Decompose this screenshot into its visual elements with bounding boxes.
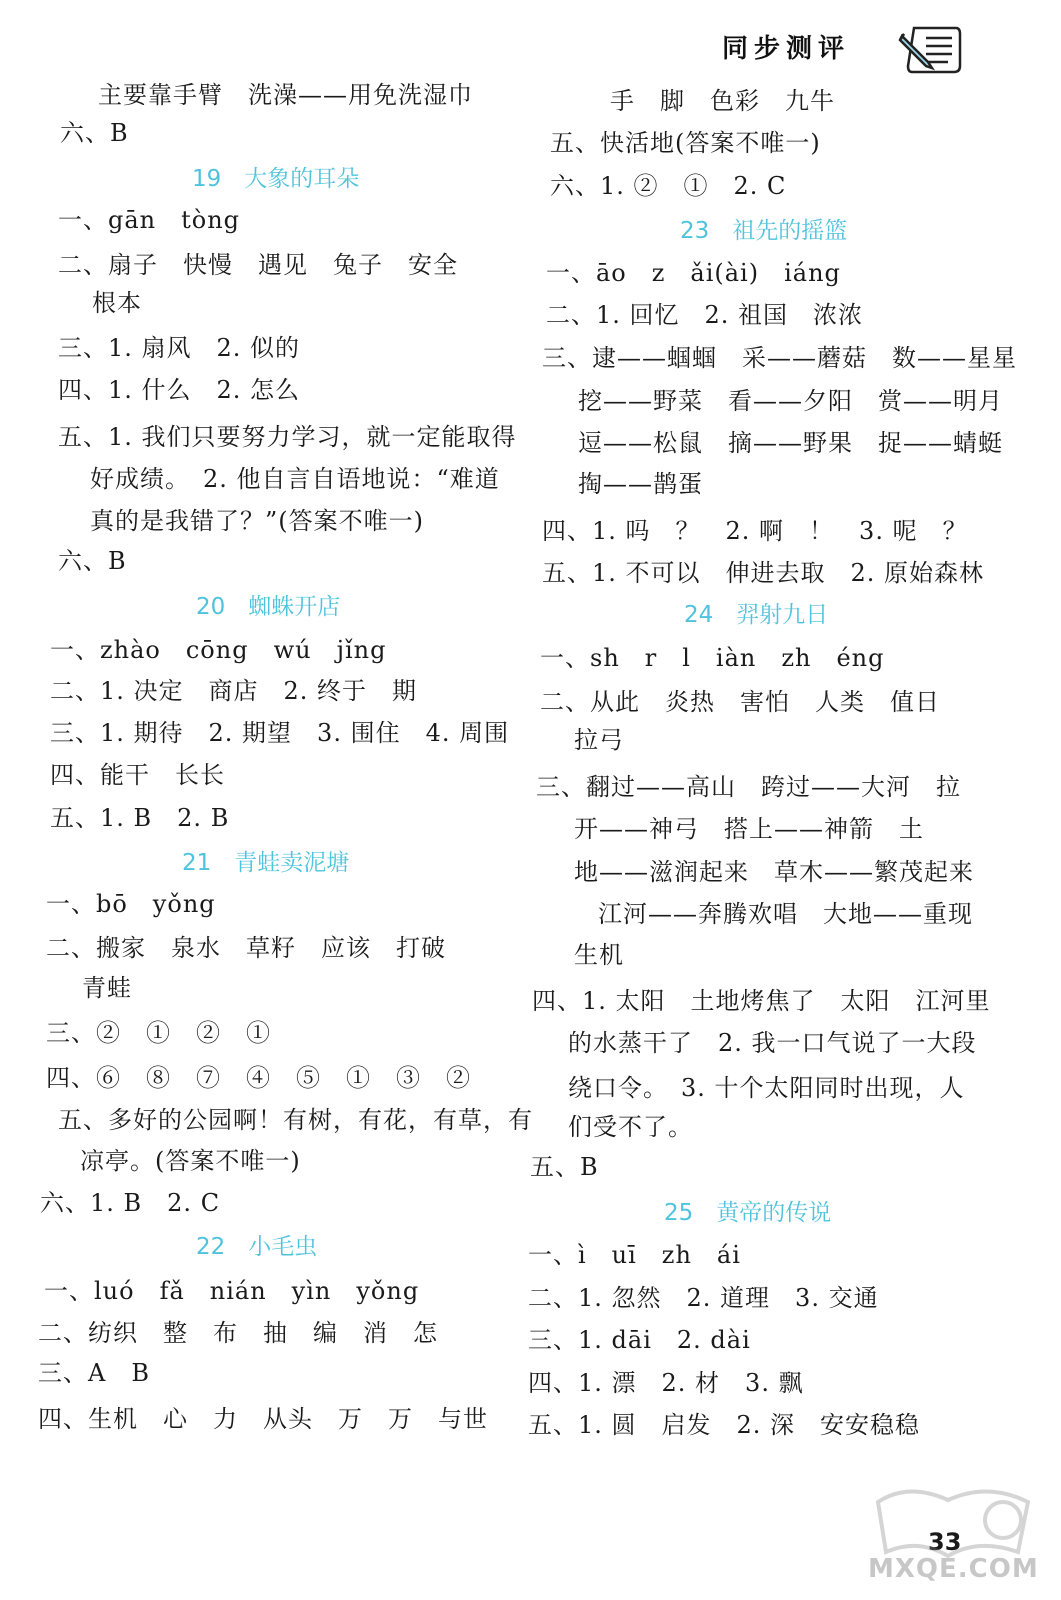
left-lesson-title: 19 大象的耳朵 [192,166,360,192]
left-answer-line: 五、1. 我们只要努力学习，就一定能取得 [58,423,517,451]
notebook-pencil-icon [898,20,964,76]
left-answer-line: 凉亭。(答案不唯一) [80,1147,301,1175]
left-answer-line: 好成绩。 2. 他自言自语地说：“难道 [90,465,500,493]
right-answer-line: 三、翻过——高山 跨过——大河 拉 [536,773,961,801]
right-answer-line: 四、1. 漂 2. 材 3. 飘 [528,1369,804,1397]
right-answer-line: 三、1. dāi 2. dài [528,1326,751,1354]
right-answer-line: 拉弓 [574,726,624,754]
right-answer-line: 五、1. 不可以 伸进去取 2. 原始森林 [542,559,985,587]
right-answer-line: 二、从此 炎热 害怕 人类 值日 [540,688,940,716]
right-answer-line: 一、āo z ǎi(ài) iáng [546,259,841,287]
left-answer-line: 青蛙 [82,974,132,1002]
page-number: 33 [928,1528,962,1556]
left-answer-line: 三、1. 期待 2. 期望 3. 围住 4. 周围 [50,719,510,747]
left-answer-line: 二、1. 决定 商店 2. 终于 期 [50,677,418,705]
right-answer-line: 绕口令。 3. 十个太阳同时出现，人 [568,1074,965,1102]
left-answer-line: 一、luó fǎ nián yìn yǒng [44,1277,420,1305]
left-answer-line: 四、⑥ ⑧ ⑦ ④ ⑤ ① ③ ② [46,1064,471,1092]
left-answer-line: 六、B [60,119,129,147]
left-lesson-title: 20 蜘蛛开店 [196,594,341,620]
right-answer-line: 一、sh r l iàn zh éng [540,644,885,672]
right-answer-line: 们受不了。 [568,1113,693,1141]
left-answer-line: 主要靠手臂 洗澡——用免洗湿巾 [98,81,473,109]
right-answer-line: 逗——松鼠 摘——野果 捉——蜻蜓 [578,429,1003,457]
left-lesson-title: 21 青蛙卖泥塘 [182,850,350,876]
left-answer-line: 二、搬家 泉水 草籽 应该 打破 [46,934,446,962]
left-answer-line: 三、② ① ② ① [46,1019,271,1047]
header-title: 同步测评 [722,34,851,64]
left-answer-line: 五、1. B 2. B [50,804,230,832]
right-answer-line: 手 脚 色彩 九牛 [610,87,835,115]
right-answer-line: 掏——鹊蛋 [578,470,703,498]
left-answer-line: 二、扇子 快慢 遇见 兔子 安全 [58,251,458,279]
left-answer-line: 一、bō yǒng [46,890,216,918]
right-answer-line: 江河——奔腾欢唱 大地——重现 [598,900,973,928]
right-answer-line: 五、1. 圆 启发 2. 深 安安稳稳 [528,1411,921,1439]
right-answer-line: 生机 [574,941,624,969]
left-lesson-title: 22 小毛虫 [196,1234,318,1260]
right-answer-line: 四、1. 太阳 土地烤焦了 太阳 江河里 [532,987,991,1015]
watermark-text: MXQE.COM [868,1554,1039,1584]
right-answer-line: 一、ì uī zh ái [528,1241,741,1269]
right-answer-line: 五、B [530,1153,599,1181]
right-answer-line: 二、1. 忽然 2. 道理 3. 交通 [528,1284,879,1312]
right-answer-line: 地——滋润起来 草木——繁茂起来 [574,858,974,886]
right-lesson-title: 23 祖先的摇篮 [680,218,848,244]
right-answer-line: 四、1. 吗 ？ 2. 啊 ！ 3. 呢 ？ [542,517,968,545]
left-answer-line: 根本 [92,289,142,317]
right-answer-line: 挖——野菜 看——夕阳 赏——明月 [578,387,1003,415]
left-answer-line: 一、zhào cōng wú jǐng [50,636,387,664]
right-answer-line: 三、逮——蝈蝈 采——蘑菇 数——星星 [542,344,1017,372]
right-answer-line: 的水蒸干了 2. 我一口气说了一大段 [568,1029,977,1057]
left-answer-line: 四、1. 什么 2. 怎么 [58,376,301,404]
right-answer-line: 开——神弓 搭上——神箭 土 [574,815,924,843]
left-answer-line: 四、生机 心 力 从头 万 万 与世 [38,1405,488,1433]
left-answer-line: 六、1. B 2. C [40,1189,221,1217]
right-answer-line: 五、快活地(答案不唯一) [550,129,821,157]
left-answer-line: 真的是我错了？”(答案不唯一) [90,507,424,535]
left-answer-line: 二、纺织 整 布 抽 编 消 怎 [38,1319,438,1347]
right-answer-line: 二、1. 回忆 2. 祖国 浓浓 [546,301,864,329]
left-answer-line: 四、能干 长长 [50,761,225,789]
left-answer-line: 三、1. 扇风 2. 似的 [58,334,301,362]
right-lesson-title: 24 羿射九日 [684,602,829,628]
left-answer-line: 三、A B [38,1359,150,1387]
left-answer-line: 五、多好的公园啊！有树，有花，有草，有 [58,1106,533,1134]
left-answer-line: 六、B [58,547,127,575]
right-lesson-title: 25 黄帝的传说 [664,1200,832,1226]
right-answer-line: 六、1. ② ① 2. C [550,172,787,200]
left-answer-line: 一、gān tòng [58,206,241,234]
